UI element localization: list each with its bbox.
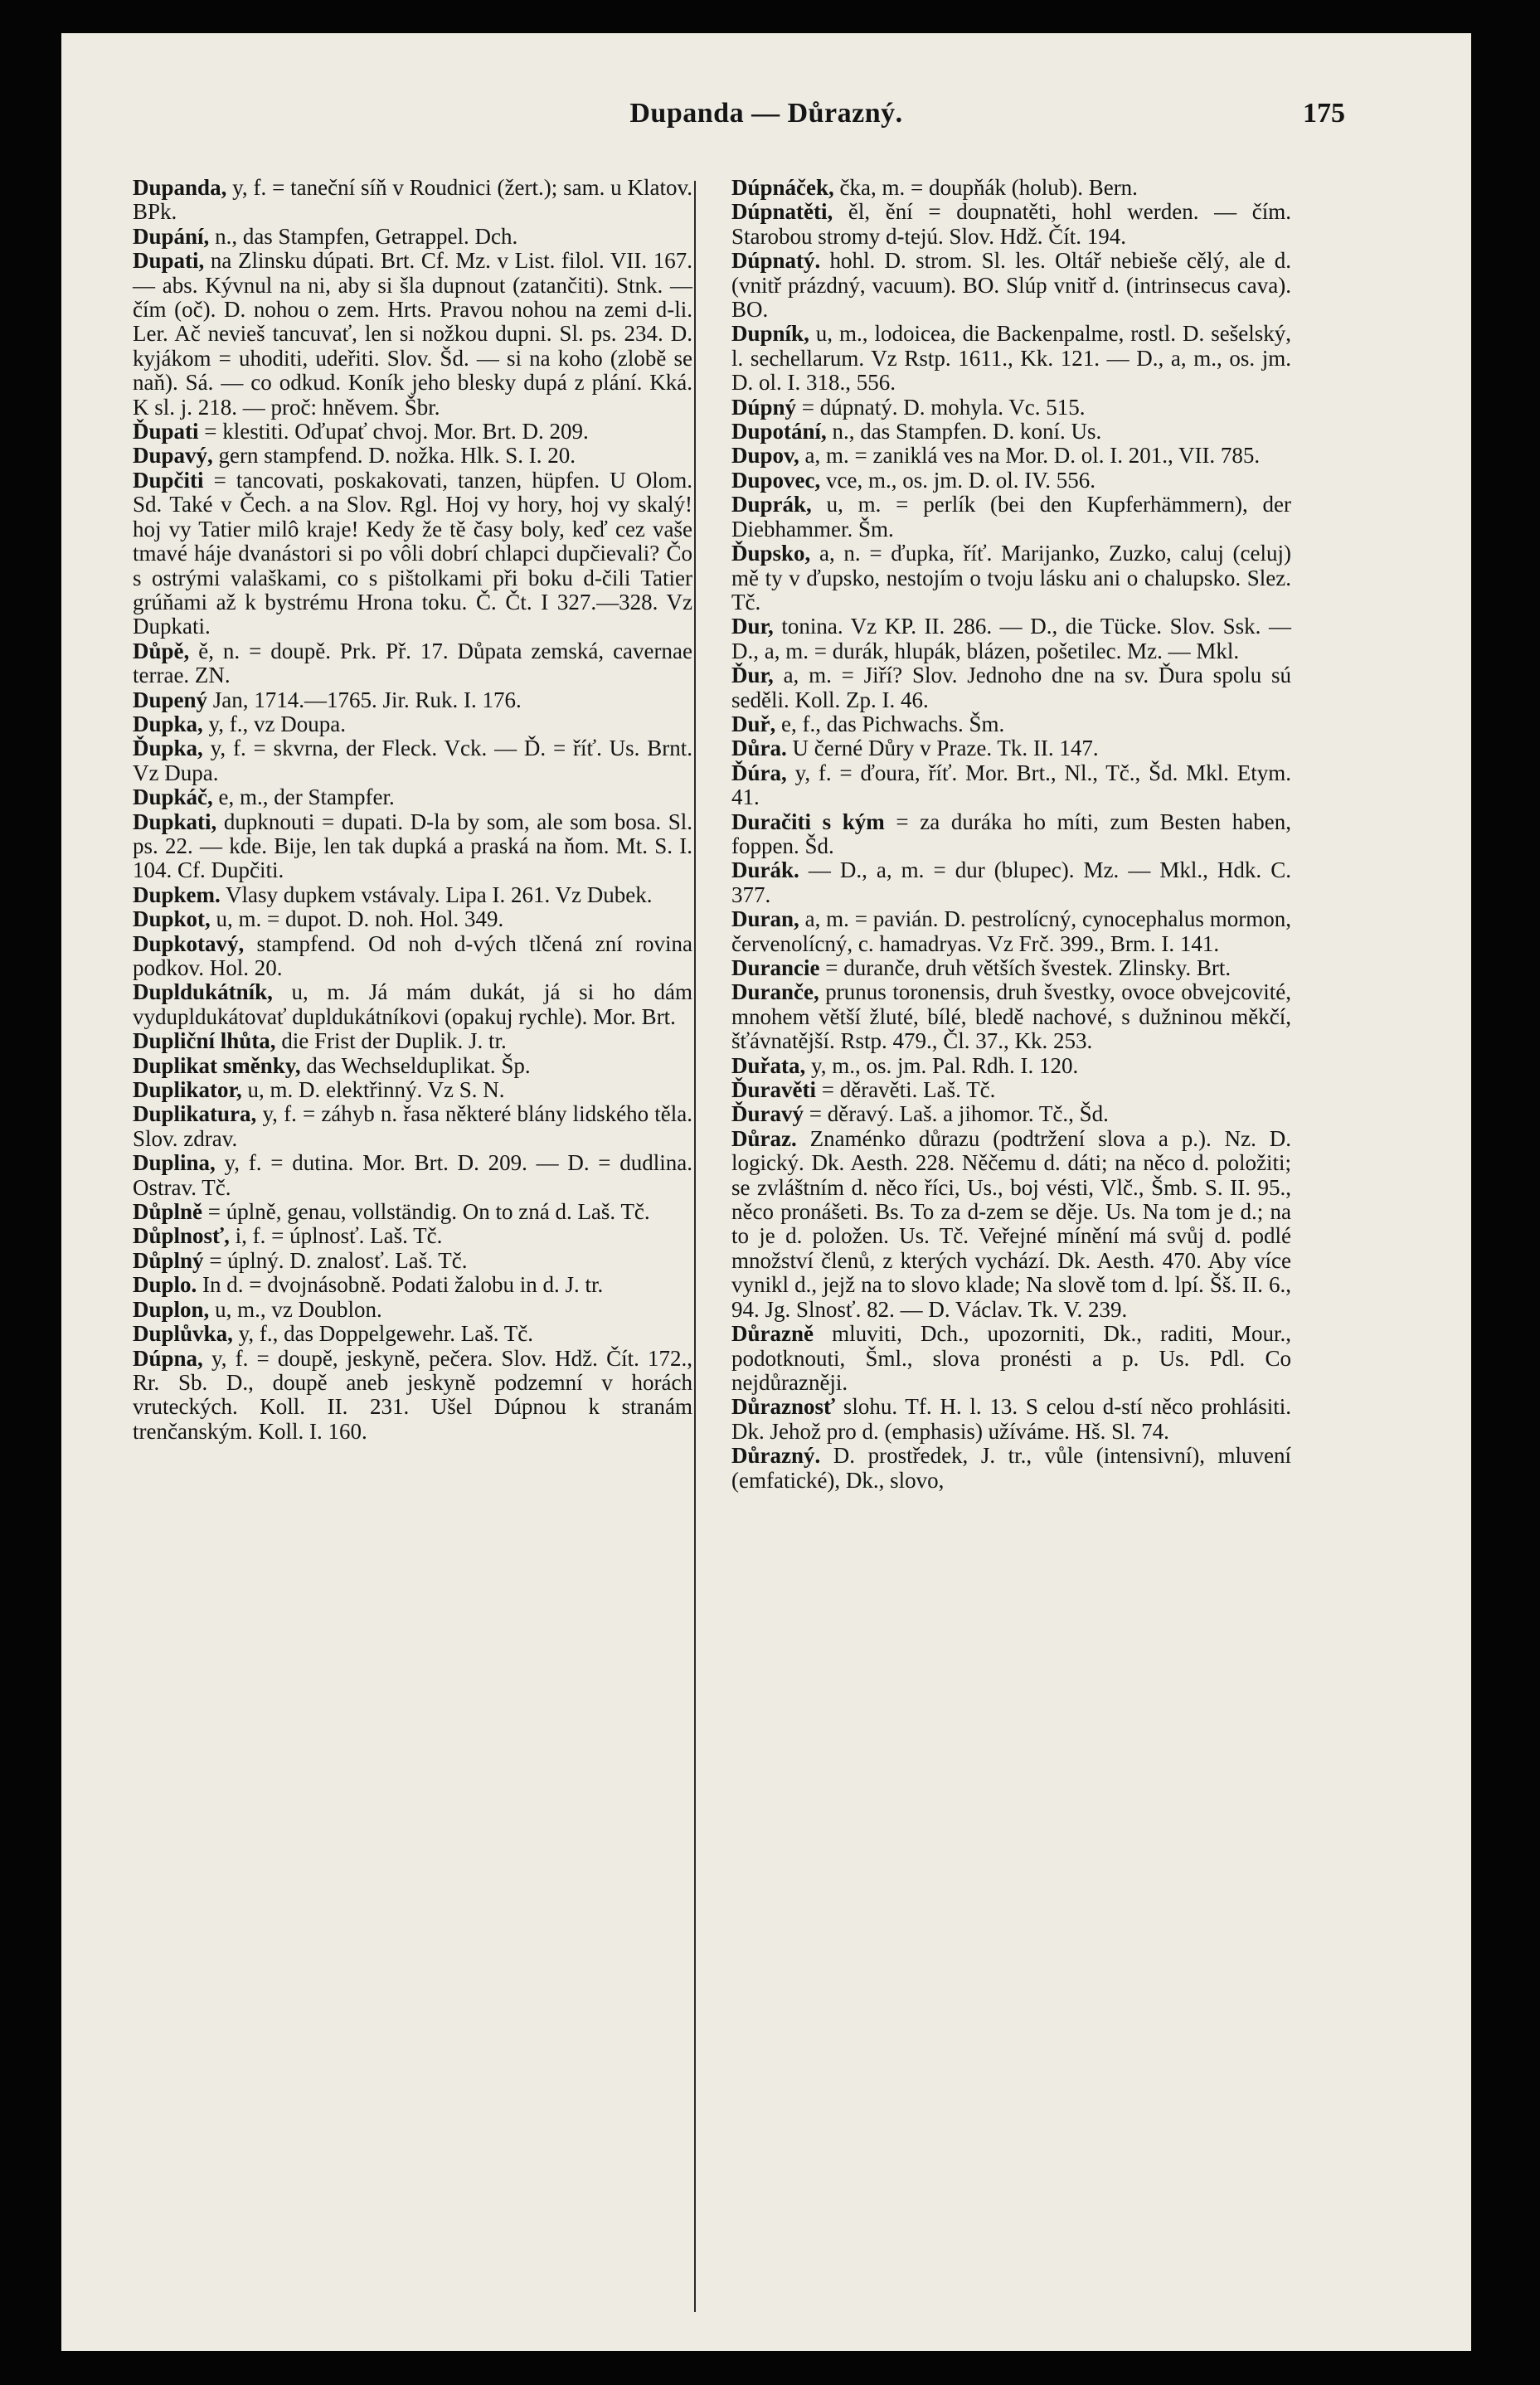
dictionary-entry [731, 493, 1291, 542]
dictionary-entry [133, 1347, 692, 1445]
dictionary-entry [731, 469, 1291, 493]
entry-text: y, f. = doupě, jeskyně, pečera. Slov. Hdž. Čít. 172., Rr. Sb. D., doupě aneb jeskyně podzemní v horách vruteckých. Koll. II. 231. Ušel Dúpnou k stranám trenčanským. Koll. I. 160. [133, 1345, 692, 1444]
entry-headword: Dur, [731, 614, 774, 639]
entry-headword: Duprák, [731, 492, 812, 517]
dictionary-entry [731, 1322, 1291, 1395]
entry-text: u, m., vz Doublon. [209, 1296, 382, 1322]
entry-text: D. prostředek, J. tr., vůle (intensivní), mluvení (emfatické), Dk., slovo, [731, 1443, 1291, 1493]
entry-text: e, m., der Stampfer. [212, 784, 395, 810]
entry-headword: Dupkáč, [133, 784, 213, 810]
entry-headword: Dupavý, [133, 443, 213, 469]
dictionary-entry [731, 1054, 1291, 1078]
dictionary-entry [133, 1322, 692, 1346]
dictionary-entry [731, 1395, 1291, 1444]
entry-headword: Dupati, [133, 248, 205, 274]
entry-headword: Duplůvka, [133, 1321, 233, 1347]
entry-headword: Dúpnatý. [731, 248, 821, 274]
dictionary-entry [731, 956, 1291, 980]
entry-text: das Wechselduplikat. Šp. [300, 1052, 531, 1078]
entry-headword: Ďupati [133, 419, 199, 444]
entry-headword: Důplný [133, 1247, 204, 1273]
entry-headword: Důrazně [731, 1321, 814, 1347]
entry-text: vce, m., os. jm. D. ol. IV. 556. [820, 467, 1095, 493]
dictionary-entry [133, 736, 692, 785]
entry-text: slohu. Tf. H. l. 13. S celou d-stí něco prohlásiti. Dk. Jehož pro d. (emphasis) užíváme. Hš. Sl. 74. [731, 1394, 1291, 1444]
column-divider [694, 181, 696, 2312]
dictionary-entry [133, 1078, 692, 1102]
entry-text: die Frist der Duplik. J. tr. [275, 1028, 507, 1054]
entry-headword: Dúpný [731, 394, 797, 420]
dictionary-entry [731, 1127, 1291, 1322]
dictionary-entry [731, 712, 1291, 736]
dictionary-entry [133, 1102, 692, 1151]
entry-text: = tancovati, poskakovati, tanzen, hüpfen. U Olom. Sd. Také v Čech. a na Slov. Rgl. Hoj vy hory, hoj vy skalý! hoj vy Tatier milô kraje! Kedy že tě časy boly, keď cez vaše tmavé háje dvanástori si po vôli dobrí chlapci dupčievali? Čo s ostrými valaškami, co s pištolkami při boku d-čili Tatier grúňami až k bystrému Hrona toku. Č. Čt. I 327.—328. Vz Dupkati. [133, 467, 692, 639]
entry-text: mluviti, Dch., upozorniti, Dk., raditi, Mour., podotknouti, Šml., slova pronésti a p. Us. Pdl. Co nejdůrazněji. [731, 1321, 1291, 1395]
entry-headword: Dupkot, [133, 906, 211, 932]
entry-text: y, f. = skvrna, der Fleck. Vck. — Ď. = říť. Us. Brnt. Vz Dupa. [133, 736, 692, 785]
entry-headword: Ďur, [731, 663, 774, 688]
dictionary-entry [133, 176, 692, 225]
dictionary-entry [133, 469, 692, 639]
entry-text: u, m., lodoicea, die Backenpalme, rostl. D. sešelský, l. sechellarum. Vz Rstp. 1611., Kk. 121. — D., a, m., os. jm. D. ol. I. 318., 556. [731, 321, 1291, 396]
entry-text: u, m. D. elektřinný. Vz S. N. [241, 1077, 505, 1103]
entry-headword: Dupovec, [731, 467, 821, 493]
entry-headword: Duran, [731, 906, 799, 932]
entry-text: n., das Stampfen, Getrappel. Dch. [209, 223, 518, 249]
entry-headword: Dupník, [731, 321, 809, 347]
dictionary-entry [133, 1054, 692, 1078]
entry-headword: Dupkati, [133, 809, 217, 834]
entry-headword: Duplina, [133, 1150, 216, 1176]
entry-text: = klestiti. Oďupať chvoj. Mor. Brt. D. 209. [198, 419, 589, 444]
entry-headword: Dúpnáček, [731, 175, 834, 200]
entry-text: y, f. = záhyb n. řasa některé blány lidského těla. Slov. zdrav. [133, 1101, 692, 1151]
entry-text: a, m. = zaniklá ves na Mor. D. ol. I. 201., VII. 785. [799, 443, 1261, 469]
dictionary-entry [731, 1444, 1291, 1493]
dictionary-entry [133, 883, 692, 907]
entry-text: a, m. = Jiří? Slov. Jednoho dne na sv. Ďura spolu sú seděli. Koll. Zp. I. 46. [731, 663, 1291, 712]
entry-headword: Důraz. [731, 1125, 797, 1151]
entry-headword: Dupliční lhůta, [133, 1028, 276, 1054]
entry-headword: Důra. [731, 736, 787, 761]
entry-headword: Ďupsko, [731, 541, 811, 566]
entry-headword: Duranče, [731, 979, 819, 1005]
entry-text: y, f. = taneční síň v Roudnici (žert.); sam. u Klatov. BPk. [133, 175, 692, 225]
dictionary-entry [133, 225, 692, 249]
dictionary-entry [731, 907, 1291, 956]
dictionary-entry [731, 810, 1291, 859]
dictionary-entry [731, 420, 1291, 444]
entry-text: U černé Důry v Praze. Tk. II. 147. [786, 736, 1099, 761]
dictionary-entry [133, 932, 692, 981]
entry-text: u, m. = perlík (bei den Kupferhämmern), der Diebhammer. Šm. [731, 492, 1291, 542]
dictionary-entry [133, 907, 692, 931]
dictionary-entry [133, 688, 692, 712]
entry-headword: Duplikator, [133, 1077, 242, 1103]
entry-text: — D., a, m. = dur (blupec). Mz. — Mkl., Hdk. C. 377. [731, 857, 1291, 907]
dictionary-entry [731, 858, 1291, 907]
dictionary-entry [731, 761, 1291, 810]
dictionary-entry [133, 1200, 692, 1224]
entry-text: y, m., os. jm. Pal. Rdh. I. 120. [805, 1052, 1079, 1078]
dictionary-entry [731, 736, 1291, 760]
entry-headword: Dúpnatěti, [731, 199, 833, 225]
entry-headword: Důplně [133, 1199, 203, 1225]
entry-text: Jan, 1714.—1765. Jir. Ruk. I. 176. [207, 687, 522, 712]
entry-headword: Důraznosť [731, 1394, 836, 1420]
dictionary-entry [133, 980, 692, 1029]
dictionary-entry [133, 1273, 692, 1297]
entry-headword: Duplon, [133, 1296, 210, 1322]
dictionary-entry [133, 712, 692, 736]
entry-text: i, f. = úplnosť. Laš. Tč. [229, 1223, 443, 1249]
entry-headword: Dupkem. [133, 882, 221, 907]
entry-text: y, f., vz Doupa. [202, 711, 347, 736]
entry-text: u, m. Já mám dukát, já si ho dám vydupldukátovať dupldukátníkovi (opakuj rychle). Mor. Brt. [133, 979, 692, 1029]
entry-headword: Durancie [731, 955, 820, 980]
dictionary-entry [133, 444, 692, 468]
dictionary-entry [731, 200, 1291, 249]
entry-text: e, f., das Pichwachs. Šm. [775, 711, 1005, 736]
entry-headword: Dupanda, [133, 175, 227, 200]
entry-text: n., das Stampfen. D. koní. Us. [826, 419, 1102, 444]
running-head: Dupanda — Důrazný. [629, 98, 903, 129]
dictionary-entry [133, 1224, 692, 1248]
entry-headword: Durák. [731, 857, 799, 883]
dictionary-entry [133, 1151, 692, 1200]
dictionary-entry [731, 542, 1291, 614]
entry-text: stampfend. Od noh d-vých tlčená zní rovina podkov. Hol. 20. [133, 930, 692, 980]
entry-text: tonina. Vz KP. II. 286. — D., die Tücke. Slov. Ssk. — D., a, m. = durák, hlupák, blázen, pošetilec. Mz. — Mkl. [731, 614, 1291, 663]
entry-headword: Ďupka, [133, 736, 203, 761]
entry-headword: Dúpna, [133, 1345, 203, 1371]
entry-text: ěl, ění = doupnatěti, hohl werden. — čím. Starobou stromy d-tejú. Slov. Hdž. Čít. 194. [731, 199, 1291, 249]
dictionary-entry [133, 810, 692, 883]
left-column [133, 176, 692, 1444]
entry-text: a, m. = pavián. D. pestrolícný, cynocephalus mormon, červenolícný, c. hamadryas. Vz Frč. 399., Brm. I. 141. [731, 906, 1291, 956]
entry-text: Znaménko důrazu (podtržení slova a p.). Nz. D. logický. Dk. Aesth. 228. Něčemu d. dáti; na něco d. položiti; se zvláštním d. něco říci, Us., boj vésti, Vlč., Šmb. S. II. 95., něco pronášeti. Bs. To za d-zem se děje. Us. Na tom je d.; na to je d. položen. Us. Tč. Veřejné mínění má svůj d. podlé množství členů, z kterých vychází. Dk. Aesth. 470. Aby více vynikl d., jejž na to slovo klade; Na slově tom d. lpí. Šš. II. 6., 94. Jg. Slnosť. 82. — D. Václav. Tk. V. 239. [731, 1125, 1291, 1322]
entry-text: čka, m. = doupňák (holub). Bern. [833, 175, 1138, 200]
dictionary-entry [133, 639, 692, 688]
entry-text: y, f. = ďoura, říť. Mor. Brt., Nl., Tč., Šd. Mkl. Etym. 41. [731, 760, 1291, 810]
dictionary-entry [133, 420, 692, 444]
entry-text: = děravěti. Laš. Tč. [815, 1077, 996, 1103]
entry-headword: Dupání, [133, 223, 210, 249]
entry-headword: Dupotání, [731, 419, 827, 444]
entry-text: y, f. = dutina. Mor. Brt. D. 209. — D. = dudlina. Ostrav. Tč. [133, 1150, 692, 1200]
entry-text: a, n. = ďupka, říť. Marijanko, Zuzko, caluj (celuj) mě ty v ďupsko, nestojím o tvoju lásku ani o chalupsko. Slez. Tč. [731, 541, 1291, 614]
right-column [731, 176, 1291, 1493]
dictionary-entry [731, 614, 1291, 663]
entry-text: hohl. D. strom. Sl. les. Oltář nebieše cělý, ale d. (vnitř prázdný, vacuum). BO. Slúp vnitř d. (intrinsecus cava). BO. [731, 248, 1291, 323]
dictionary-entry [731, 249, 1291, 322]
dictionary-entry [133, 1029, 692, 1053]
entry-headword: Dupov, [731, 443, 799, 469]
entry-text: = úplný. D. znalosť. Laš. Tč. [203, 1247, 468, 1273]
dictionary-entry [133, 249, 692, 420]
dictionary-entry [731, 176, 1291, 200]
entry-headword: Duplikat směnky, [133, 1052, 301, 1078]
entry-headword: Dupka, [133, 711, 203, 736]
entry-headword: Duř, [731, 711, 776, 736]
entry-headword: Důplnosť, [133, 1223, 230, 1249]
entry-headword: Ďuravěti [731, 1077, 816, 1103]
entry-text: Vlasy dupkem vstávaly. Lipa I. 261. Vz Dubek. [220, 882, 653, 907]
entry-text: gern stampfend. D. nožka. Hlk. S. I. 20. [212, 443, 576, 469]
dictionary-entry [133, 1298, 692, 1322]
entry-headword: Důpě, [133, 638, 190, 663]
entry-text: = děravý. Laš. a jihomor. Tč., Šd. [804, 1101, 1109, 1127]
entry-headword: Ďúra, [731, 760, 787, 785]
dictionary-entry [133, 785, 692, 809]
entry-headword: Dupčiti [133, 467, 204, 493]
entry-text: y, f., das Doppelgewehr. Laš. Tč. [232, 1321, 533, 1347]
entry-headword: Duřata, [731, 1052, 806, 1078]
entry-headword: Dupldukátník, [133, 979, 273, 1005]
entry-text: = úplně, genau, vollständig. On to zná d. Laš. Tč. [202, 1199, 650, 1225]
entry-headword: Duplo. [133, 1272, 197, 1298]
entry-text: prunus toronensis, druh švestky, ovoce obvejcovité, mnohem větší žluté, bílé, bledě nachové, s dužninou měkčí, šťávnatější. Rstp. 479., Čl. 37., Kk. 253. [731, 979, 1291, 1054]
entry-text: = za duráka ho míti, zum Besten haben, foppen. Šd. [731, 809, 1291, 858]
dictionary-page [61, 33, 1471, 2351]
entry-headword: Dupkotavý, [133, 930, 245, 956]
dictionary-entry [133, 1249, 692, 1273]
entry-text: na Zlinsku dúpati. Brt. Cf. Mz. v List. filol. VII. 167. — abs. Kývnul na ni, aby si šla dupnout (zatančiti). Stnk. — čím (oč). D. nohou o zem. Hrts. Pravou nohou na zemi d-li. Ler. Ač nevieš tancuvať, len si nožkou dupni. Sl. ps. 234. D. kyjákom = uhoditi, udeřiti. Slov. Šd. — si na koho (zlobě se naň). Sá. — co odkud. Koník jeho blesky dupá z plání. Kká. K sl. j. 218. — proč: hněvem. Šbr. [133, 248, 692, 420]
dictionary-entry [731, 444, 1291, 468]
entry-text: In d. = dvojnásobně. Podati žalobu in d. J. tr. [197, 1272, 604, 1298]
dictionary-entry [731, 663, 1291, 712]
page-number: 175 [1303, 98, 1345, 129]
entry-headword: Duplikatura, [133, 1101, 257, 1127]
dictionary-entry [731, 396, 1291, 420]
dictionary-entry [731, 980, 1291, 1053]
entry-text: u, m. = dupot. D. noh. Hol. 349. [210, 906, 504, 932]
entry-headword: Duračiti s kým [731, 809, 885, 834]
entry-headword: Ďuravý [731, 1101, 804, 1127]
entry-text: dupknouti = dupati. D-la by som, ale som bosa. Sl. ps. 22. — kde. Bije, len tak dupká a praská na ňom. Mt. S. I. 104. Cf. Dupčiti. [133, 809, 692, 883]
dictionary-entry [731, 1102, 1291, 1126]
entry-headword: Důrazný. [731, 1443, 821, 1469]
entry-text: = duranče, druh větších švestek. Zlinsky. Brt. [819, 955, 1232, 980]
dictionary-entry [731, 1078, 1291, 1102]
entry-headword: Dupený [133, 687, 208, 712]
entry-text: ě, n. = doupě. Prk. Př. 17. Důpata zemská, cavernae terrae. ZN. [133, 638, 692, 688]
entry-text: = dúpnatý. D. mohyla. Vc. 515. [796, 394, 1086, 420]
page-header [61, 98, 1471, 148]
dictionary-entry [731, 322, 1291, 395]
